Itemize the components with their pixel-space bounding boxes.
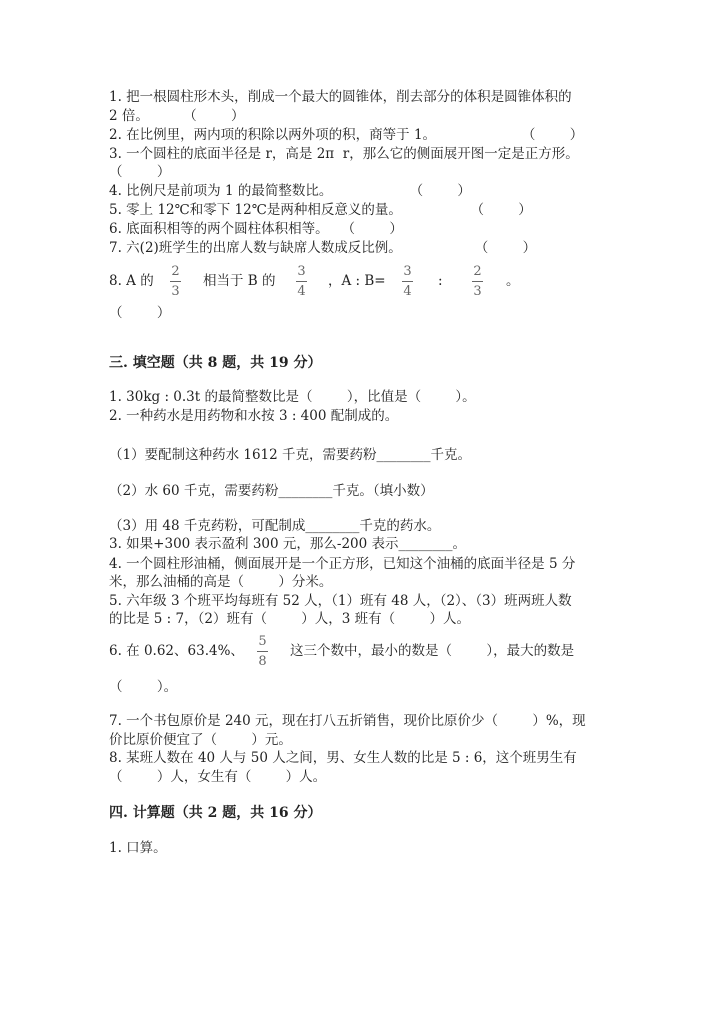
section-fill-blank-title: 三. 填空题（共 8 题，共 19 分）: [109, 355, 322, 371]
fill-q4-line1: 4. 一个圆柱形油桶，侧面展开是一个正方形，已知这个油桶的底面半径是 5 分: [109, 556, 576, 572]
fraction-numerator: 5: [258, 634, 267, 649]
fraction-denominator: 4: [403, 284, 412, 299]
fraction-bar: [472, 281, 483, 282]
judge-q8-part5: 。: [506, 273, 520, 289]
fill-q5-line1: 5. 六年级 3 个班平均每班有 52 人，（1）班有 48 人，（2）、（3）班两班人数: [109, 593, 572, 609]
fraction-2-3-a: [170, 264, 181, 299]
fill-q7-line2: 价比原价便宜了（ ）元。: [109, 732, 292, 748]
section-calculation-title: 四. 计算题（共 2 题，共 16 分）: [109, 805, 322, 821]
fraction-denominator: 8: [258, 654, 267, 669]
judge-q6: 6. 底面积相等的两个圆柱体积相等。 （ ）: [109, 221, 403, 237]
fraction-denominator: 3: [171, 284, 180, 299]
fraction-numerator: 2: [473, 264, 482, 279]
judge-q1-line1: 1. 把一根圆柱形木头，削成一个最大的圆锥体，削去部分的体积是圆锥体积的: [109, 89, 572, 105]
calc-q1: 1. 口算。: [109, 840, 167, 856]
fraction-denominator: 4: [297, 284, 306, 299]
judge-q2: 2. 在比例里，两内项的积除以两外项的积，商等于 1。 （ ）: [109, 127, 584, 143]
fill-q7-line1: 7. 一个书包原价是 240 元，现在打八五折销售，现价比原价少（ ）%，现: [109, 713, 586, 729]
judge-q8-part2: 相当于 B 的: [203, 273, 276, 289]
fraction-numerator: 2: [171, 264, 180, 279]
judge-q8-part3: ，A : B=: [328, 273, 386, 289]
fill-q1: 1. 30kg : 0.3t 的最简整数比是（ ），比值是（ ）。: [109, 389, 476, 405]
fill-q5-line2: 的比是 5 : 7，（2）班有（ ）人，3 班有（ ）人。: [109, 611, 470, 627]
judge-q8-part1: 8. A 的: [109, 273, 154, 289]
fraction-5-8: [257, 634, 268, 669]
fraction-3-4-b: [402, 264, 413, 299]
fill-q2: 2. 一种药水是用药物和水按 3 : 400 配制成的。: [109, 408, 399, 424]
judge-q3-line1: 3. 一个圆柱的底面半径是 r，高是 2π r，那么它的侧面展开图一定是正方形。: [109, 146, 579, 162]
judge-q7: 7. 六(2)班学生的出席人数与缺席人数成反比例。 （ ）: [109, 240, 537, 256]
fraction-bar: [257, 651, 268, 652]
judge-q3-line2: （ ）: [109, 164, 171, 180]
fill-q2-sub3: （3）用 48 千克药粉，可配制成________千克的药水。: [109, 518, 441, 534]
fraction-bar: [296, 281, 307, 282]
fraction-numerator: 3: [297, 264, 306, 279]
fraction-bar: [402, 281, 413, 282]
judge-q5: 5. 零上 12℃和零下 12℃是两种相反意义的量。 （ ）: [109, 202, 532, 218]
judge-q8-part4: :: [438, 273, 443, 289]
fraction-bar: [170, 281, 181, 282]
fill-q6-part2: 这三个数中，最小的数是（ ），最大的数是: [290, 643, 575, 659]
fill-q8-line1: 8. 某班人数在 40 人与 50 人之间，男、女生人数的比是 5 : 6，这个班男生有: [109, 750, 577, 766]
fill-q4-line2: 米，那么油桶的高是（ ）分米。: [109, 574, 333, 590]
fill-q2-sub2: （2）水 60 千克，需要药粉________千克。（填小数）: [109, 483, 434, 499]
fill-q6-part1: 6. 在 0.62、63.4%、: [109, 643, 244, 659]
judge-q8-answer: （ ）: [109, 305, 171, 321]
fill-q8-line2: （ ）人，女生有（ ）人。: [109, 769, 327, 785]
fill-q3: 3. 如果+300 表示盈利 300 元，那么-200 表示________。: [109, 536, 467, 552]
fill-q6-line2: （ ）。: [109, 679, 178, 695]
fill-q2-sub1: （1）要配制这种药水 1612 千克，需要药粉________千克。: [109, 447, 472, 463]
fraction-2-3-b: [472, 264, 483, 299]
fraction-denominator: 3: [473, 284, 482, 299]
fraction-numerator: 3: [403, 264, 412, 279]
fraction-3-4-a: [296, 264, 307, 299]
judge-q4: 4. 比例尺是前项为 1 的最简整数比。 （ ）: [109, 183, 471, 199]
judge-q1-line2: 2 倍。 （ ）: [109, 108, 245, 124]
